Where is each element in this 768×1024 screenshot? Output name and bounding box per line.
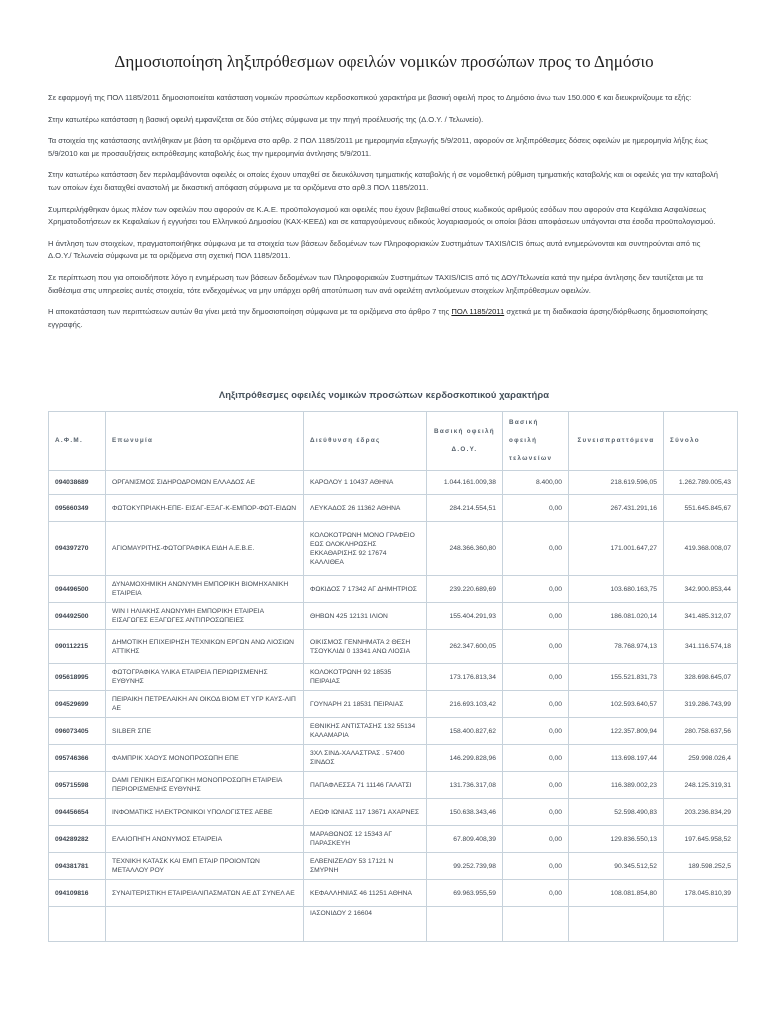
- cell-total: 280.758.637,56: [664, 718, 738, 745]
- intro-paragraph: Στην κατωτέρω κατάσταση δεν περιλαμβάνονται οφειλές οι οποίες έχουν υπαχθεί σε διευκόλυνση τμηματικής καταβολής ή σε νομοθετική ρύθμιση τμηματικής καταβολής και οι οφειλές για την καταβολή των οποίων έχει διαταχθεί αναστολή με δικαστική απόφαση σύμφωνα με τα οριζόμενα στο αρθ.3 ΠΟΛ 1185/2011.: [48, 170, 718, 192]
- cell-customs-debt: 0,00: [503, 718, 569, 745]
- cell-afm: 094496500: [49, 576, 106, 603]
- col-header-name: Επωνυμία: [106, 412, 304, 471]
- cell-afm: [49, 907, 106, 942]
- cell-total: 319.286.743,99: [664, 691, 738, 718]
- col-header-customs: Βασική οφειλή τελωνείων: [503, 412, 569, 471]
- cell-collected: 267.431.291,16: [569, 495, 664, 522]
- table-body: [49, 471, 738, 942]
- cell-customs-debt: 0,00: [503, 603, 569, 630]
- cell-doy-debt: 155.404.291,93: [427, 603, 503, 630]
- cell-address: ΚΕΦΑΛΛΗΝΙΑΣ 46 11251 ΑΘΗΝΑ: [304, 880, 427, 907]
- cell-customs-debt: 0,00: [503, 772, 569, 799]
- cell-doy-debt: [427, 907, 503, 942]
- cell-collected: 122.357.809,94: [569, 718, 664, 745]
- cell-name: ΔΗΜΟΤΙΚΗ ΕΠΙΧΕΙΡΗΣΗ ΤΕΧΝΙΚΩΝ ΕΡΓΩΝ ΑΝΩ ΛΙΟΣΙΩΝ ΑΤΤΙΚΗΣ: [106, 630, 304, 664]
- col-header-doy: Βασική οφειλή Δ.Ο.Υ.: [427, 412, 503, 471]
- table-row: [49, 522, 738, 576]
- table-row: [49, 718, 738, 745]
- cell-doy-debt: 150.638.343,46: [427, 799, 503, 826]
- cell-customs-debt: 0,00: [503, 576, 569, 603]
- table-row: [49, 907, 738, 942]
- cell-doy-debt: 239.220.689,69: [427, 576, 503, 603]
- cell-afm: 094038689: [49, 471, 106, 495]
- cell-name: SILBER ΣΠΕ: [106, 718, 304, 745]
- table-header-row: [49, 412, 738, 471]
- cell-total: 341.116.574,18: [664, 630, 738, 664]
- cell-total: 178.045.810,39: [664, 880, 738, 907]
- cell-collected: 186.081.020,14: [569, 603, 664, 630]
- intro-text: [48, 92, 724, 340]
- cell-customs-debt: 0,00: [503, 799, 569, 826]
- debts-table: [48, 411, 738, 942]
- cell-afm: 095715598: [49, 772, 106, 799]
- cell-address: ΠΑΠΑΦΛΕΣΣΑ 71 11146 ΓΑΛΑΤΣΙ: [304, 772, 427, 799]
- cell-doy-debt: 67.809.408,39: [427, 826, 503, 853]
- cell-name: ΑΓΙΟΜΑΥΡΙΤΗΣ-ΦΩΤΟΓΡΑΦΙΚΑ ΕΙΔΗ Α.Ε.Β.Ε.: [106, 522, 304, 576]
- cell-doy-debt: 99.252.739,98: [427, 853, 503, 880]
- cell-customs-debt: 0,00: [503, 630, 569, 664]
- cell-name: [106, 907, 304, 942]
- cell-afm: 094456654: [49, 799, 106, 826]
- intro-paragraph: Σε εφαρμογή της ΠΟΛ 1185/2011 δημοσιοποιείται κατάσταση νομικών προσώπων κερδοσκοπικού χαρακτήρα με βασική οφειλή προς το Δημόσιο άνω των 150.000 € και διευκρινίζουμε τα εξής:: [48, 93, 692, 102]
- cell-address: ΛΕΥΚΑΔΟΣ 26 11362 ΑΘΗΝΑ: [304, 495, 427, 522]
- cell-afm: 094109816: [49, 880, 106, 907]
- cell-customs-debt: [503, 907, 569, 942]
- cell-name: ΦΩΤΟΓΡΑΦΙΚΑ ΥΛΙΚΑ ΕΤΑΙΡΕΙΑ ΠΕΡΙΩΡΙΣΜΕΝΗΣ ΕΥΘΥΝΗΣ: [106, 664, 304, 691]
- intro-paragraph: Τα στοιχεία της κατάστασης αντλήθηκαν με βάση τα οριζόμενα στο αρθρ. 2 ΠΟΛ 1185/2011 με ημερομηνία εξαγωγής 5/9/2011, αφορούν σε ληξιπρόθεσμες δόσεις οφειλών με ημερομηνία λήξης έως 5/9/2010 και με προσαυξήσεις εκπρόθεσμης καταβολής έως την ημερομηνία άντλησης 5/9/2011.: [48, 136, 708, 158]
- cell-name: ΟΡΓΑΝΙΣΜΟΣ ΣΙΔΗΡΟΔΡΟΜΩΝ ΕΛΛΑΔΟΣ ΑΕ: [106, 471, 304, 495]
- cell-name: ΙΝΦΟΜΑΤΙΚΣ ΗΛΕΚΤΡΟΝΙΚΟΙ ΥΠΟΛΟΓΙΣΤΕΣ ΑΕΒΕ: [106, 799, 304, 826]
- cell-total: 189.598.252,5: [664, 853, 738, 880]
- cell-name: ΔΥΝΑΜΟΧΗΜΙΚΗ ΑΝΩΝΥΜΗ ΕΜΠΟΡΙΚΗ ΒΙΟΜΗΧΑΝΙΚΗ ΕΤΑΙΡΕΙΑ: [106, 576, 304, 603]
- cell-address: ΕΘΝΙΚΗΣ ΑΝΤΙΣΤΑΣΗΣ 132 55134 ΚΑΛΑΜΑΡΙΑ: [304, 718, 427, 745]
- cell-name: ΤΕΧΝΙΚΗ ΚΑΤΑΣΚ ΚΑΙ ΕΜΠ ΕΤΑΙΡ ΠΡΟΙΟΝΤΩΝ ΜΕΤΑΛΛΟΥ ΡΟΥ: [106, 853, 304, 880]
- cell-afm: 095660349: [49, 495, 106, 522]
- cell-doy-debt: 262.347.600,05: [427, 630, 503, 664]
- cell-total: 551.645.845,67: [664, 495, 738, 522]
- table-row: [49, 880, 738, 907]
- cell-customs-debt: 0,00: [503, 826, 569, 853]
- intro-paragraph: Στην κατωτέρω κατάσταση η βασική οφειλή εμφανίζεται σε δύο στήλες σύμφωνα με την πηγή προέλευσής της (Δ.Ο.Υ. / Τελωνείο).: [48, 114, 484, 124]
- cell-collected: 102.593.640,57: [569, 691, 664, 718]
- cell-address: ΚΟΛΟΚΟΤΡΩΝΗ 92 18535 ΠΕΙΡΑΙΑΣ: [304, 664, 427, 691]
- cell-name: DAMI ΓΕΝΙΚΗ ΕΙΣΑΓΩΓΙΚΗ ΜΟΝΟΠΡΟΣΩΠΗ ΕΤΑΙΡΕΙΑ ΠΕΡΙΟΡΙΣΜΕΝΗΣ ΕΥΘΥΝΗΣ: [106, 772, 304, 799]
- cell-collected: 171.001.647,27: [569, 522, 664, 576]
- cell-address: 3ΧΛ ΣΙΝΔ-ΧΑΛΑΣΤΡΑΣ . 57400 ΣΙΝΔΟΣ: [304, 745, 427, 772]
- cell-address: ΛΕΩΦ ΙΩΝΙΑΣ 117 13671 ΑΧΑΡΝΕΣ: [304, 799, 427, 826]
- cell-total: 342.900.853,44: [664, 576, 738, 603]
- intro-paragraph-last: [48, 306, 724, 331]
- cell-collected: 218.619.596,05: [569, 471, 664, 495]
- table-row: [49, 603, 738, 630]
- table-row: [49, 576, 738, 603]
- intro-paragraph: Συμπεριλήφθηκαν όμως πλέον των οφειλών που αφορούν σε Κ.Α.Ε. προϋπολογισμού και οφειλές που έχουν βεβαιωθεί στους κωδικούς αριθμούς εσόδων που αφορούν στα Κεφάλαια Ασφαλίσεως Χρηματοδοτήσεων εκ Κεφαλαίων ή εγγυήσει του Ελληνικού Δημοσίου (ΚΑΧ-ΚΕΕΔ) και σε καταργούμενους ειδικούς λογαριασμούς οι οποίοι βάσει αποφάσεων υπάγονται στα έσοδα προϋπολογισμού.: [48, 204, 716, 227]
- table-title: Ληξιπρόθεσμες οφειλές νομικών προσώπων κερδοσκοπικού χαρακτήρα: [218, 389, 550, 400]
- cell-collected: [569, 907, 664, 942]
- cell-doy-debt: 173.176.813,34: [427, 664, 503, 691]
- table-row: [49, 630, 738, 664]
- cell-total: 203.236.834,29: [664, 799, 738, 826]
- cell-doy-debt: 69.963.955,59: [427, 880, 503, 907]
- pol-link[interactable]: ΠΟΛ 1185/2011: [451, 307, 505, 317]
- cell-collected: 103.680.163,75: [569, 576, 664, 603]
- cell-customs-debt: 0,00: [503, 691, 569, 718]
- cell-customs-debt: 0,00: [503, 495, 569, 522]
- cell-address: ΕΛΒΕΝΙΖΕΛΟΥ 53 17121 Ν ΣΜΥΡΝΗ: [304, 853, 427, 880]
- cell-address: ΦΩΚΙΔΟΣ 7 17342 ΑΓ ΔΗΜΗΤΡΙΟΣ: [304, 576, 427, 603]
- cell-name: ΕΛΑΙΟΠΗΓΗ ΑΝΩΝΥΜΟΣ ΕΤΑΙΡΕΙΑ: [106, 826, 304, 853]
- paragraph-text: Η αποκατάσταση των περιπτώσεων αυτών θα γίνει μετά την δημοσιοποίηση σύμφωνα με τα οριζόμενα στο άρθρο 7 της: [48, 307, 452, 317]
- table-row: [49, 799, 738, 826]
- col-header-total: Σύνολο: [664, 412, 738, 471]
- cell-total: 341.485.312,07: [664, 603, 738, 630]
- table-row: [49, 745, 738, 772]
- cell-afm: 090112215: [49, 630, 106, 664]
- intro-paragraph: Σε περίπτωση που για οποιοδήποτε λόγο η ενημέρωση των βάσεων δεδομένων των Πληροφοριακών Συστημάτων TAXIS/ICIS από τις ΔΟΥ/Τελωνεία κατά την ημέρα άντλησης δεν ταυτίζεται με τα διαθέσιμα στις υπηρεσίες αυτές στοιχεία, τότε ενδεχομένως να μην υπάρχει ορθή αποτύπωση των ανά οφειλέτη αντλούμενων στοιχείων ληξιπρόθεσμων οφειλών.: [48, 272, 704, 295]
- cell-afm: 095746366: [49, 745, 106, 772]
- cell-collected: 52.598.490,83: [569, 799, 664, 826]
- table-row: [49, 772, 738, 799]
- cell-doy-debt: 216.693.103,42: [427, 691, 503, 718]
- cell-afm: 094381781: [49, 853, 106, 880]
- table-row: [49, 853, 738, 880]
- cell-collected: 116.389.002,23: [569, 772, 664, 799]
- cell-address: ΜΑΡΑΘΩΝΟΣ 12 15343 ΑΓ ΠΑΡΑΣΚΕΥΗ: [304, 826, 427, 853]
- cell-collected: 113.698.197,44: [569, 745, 664, 772]
- page-title: Δημοσιοποίηση ληξιπρόθεσμων οφειλών νομικών προσώπων προς το Δημόσιο: [114, 52, 654, 71]
- cell-customs-debt: 8.400,00: [503, 471, 569, 495]
- cell-name: ΠΕΙΡΑΙΚΗ ΠΕΤΡΕΛΑΙΚΗ ΑΝ ΟΙΚΟΔ ΒΙΟΜ ΕΤ ΥΓΡ ΚΑΥΣ-ΛΙΠ ΑΕ: [106, 691, 304, 718]
- cell-name: ΦΑΜΠΡΙΚ ΧΑΟΥΣ ΜΟΝΟΠΡΟΣΩΠΗ ΕΠΕ: [106, 745, 304, 772]
- col-header-collected: Συνεισπραττόμενα: [569, 412, 664, 471]
- cell-customs-debt: 0,00: [503, 522, 569, 576]
- col-header-address: Διεύθυνση έδρας: [304, 412, 427, 471]
- cell-address: ΟΙΚΙΣΜΟΣ ΓΕΝΝΗΜΑΤΑ 2 ΘΕΣΗ ΤΣΟΥΚΛΙΔΙ 0 13341 ΑΝΩ ΛΙΟΣΙΑ: [304, 630, 427, 664]
- table-row: [49, 691, 738, 718]
- cell-address: ΚΟΛΟΚΟΤΡΩΝΗ ΜΟΝΟ ΓΡΑΦΕΙΟ ΕΩΣ ΟΛΟΚΛΗΡΩΣΗΣ ΕΚΚΑΘΑΡΙΣΗΣ 92 17674 ΚΑΛΛΙΘΕΑ: [304, 522, 427, 576]
- cell-collected: 90.345.512,52: [569, 853, 664, 880]
- cell-doy-debt: 284.214.554,51: [427, 495, 503, 522]
- cell-address: ΘΗΒΩΝ 425 12131 ΙΛΙΟΝ: [304, 603, 427, 630]
- cell-customs-debt: 0,00: [503, 745, 569, 772]
- cell-address: ΓΟΥΝΑΡΗ 21 18531 ΠΕΙΡΑΙΑΣ: [304, 691, 427, 718]
- cell-address: ΙΑΣΟΝΙΔΟΥ 2 16604: [304, 907, 427, 942]
- cell-total: 419.368.008,07: [664, 522, 738, 576]
- cell-total: [664, 907, 738, 942]
- table-row: [49, 664, 738, 691]
- cell-total: 259.998.026,4: [664, 745, 738, 772]
- cell-afm: 095618995: [49, 664, 106, 691]
- cell-afm: 094289282: [49, 826, 106, 853]
- paragraph-text: σχετικά με τη διαδικασία άρσης/διόρθωσης δημοσιοποίησης εγγραφής.: [48, 307, 708, 329]
- cell-address: ΚΑΡΟΛΟΥ 1 10437 ΑΘΗΝΑ: [304, 471, 427, 495]
- cell-afm: 094492500: [49, 603, 106, 630]
- cell-total: 1.262.789.005,43: [664, 471, 738, 495]
- cell-total: 197.645.958,52: [664, 826, 738, 853]
- cell-customs-debt: 0,00: [503, 880, 569, 907]
- table-row: [49, 495, 738, 522]
- cell-customs-debt: 0,00: [503, 853, 569, 880]
- table-row: [49, 471, 738, 495]
- cell-name: ΦΩΤΟΚΥΠΡΙΑΚΗ-ΕΠΕ- ΕΙΣΑΓ-ΕΞΑΓ-Κ-ΕΜΠΟΡ-ΦΩΤ-ΕΙΔΩΝ: [106, 495, 304, 522]
- cell-doy-debt: 248.366.360,80: [427, 522, 503, 576]
- cell-name: WIN I ΗΛΙΑΚΗΣ ΑΝΩΝΥΜΗ ΕΜΠΟΡΙΚΗ ΕΤΑΙΡΕΙΑ ΕΙΣΑΓΩΓΕΣ ΕΞΑΓΩΓΕΣ ΑΝΤΙΠΡΟΣΩΠΕΙΕΣ: [106, 603, 304, 630]
- intro-paragraph: Η άντληση των στοιχείων, πραγματοποιήθηκε σύμφωνα με τα στοιχεία των βάσεων δεδομένων των Πληροφοριακών Συστημάτων TAXIS/ICIS όπως αυτά ενημερώνονται και συντηρούνται από τις Δ.Ο.Υ./ Τελωνεία σύμφωνα με τα οριζόμενα στη σχετική ΠΟΛ 1185/2011.: [48, 238, 701, 261]
- cell-collected: 108.081.854,80: [569, 880, 664, 907]
- cell-doy-debt: 131.736.317,08: [427, 772, 503, 799]
- cell-collected: 155.521.831,73: [569, 664, 664, 691]
- cell-afm: 094529699: [49, 691, 106, 718]
- table-row: [49, 826, 738, 853]
- cell-collected: 129.836.550,13: [569, 826, 664, 853]
- cell-name: ΣΥΝΑΙΤΕΡΙΣΤΙΚΗ ΕΤΑΙΡΕΙΑΛΙΠΑΣΜΑΤΩΝ ΑΕ ΔΤ ΣΥΝΕΛ ΑΕ: [106, 880, 304, 907]
- cell-total: 328.698.645,07: [664, 664, 738, 691]
- cell-total: 248.125.319,31: [664, 772, 738, 799]
- cell-afm: 094397270: [49, 522, 106, 576]
- cell-collected: 78.768.974,13: [569, 630, 664, 664]
- cell-doy-debt: 146.299.828,96: [427, 745, 503, 772]
- cell-customs-debt: 0,00: [503, 664, 569, 691]
- cell-doy-debt: 1.044.161.009,38: [427, 471, 503, 495]
- col-header-afm: Α.Φ.Μ.: [49, 412, 106, 471]
- cell-afm: 096073405: [49, 718, 106, 745]
- cell-doy-debt: 158.400.827,62: [427, 718, 503, 745]
